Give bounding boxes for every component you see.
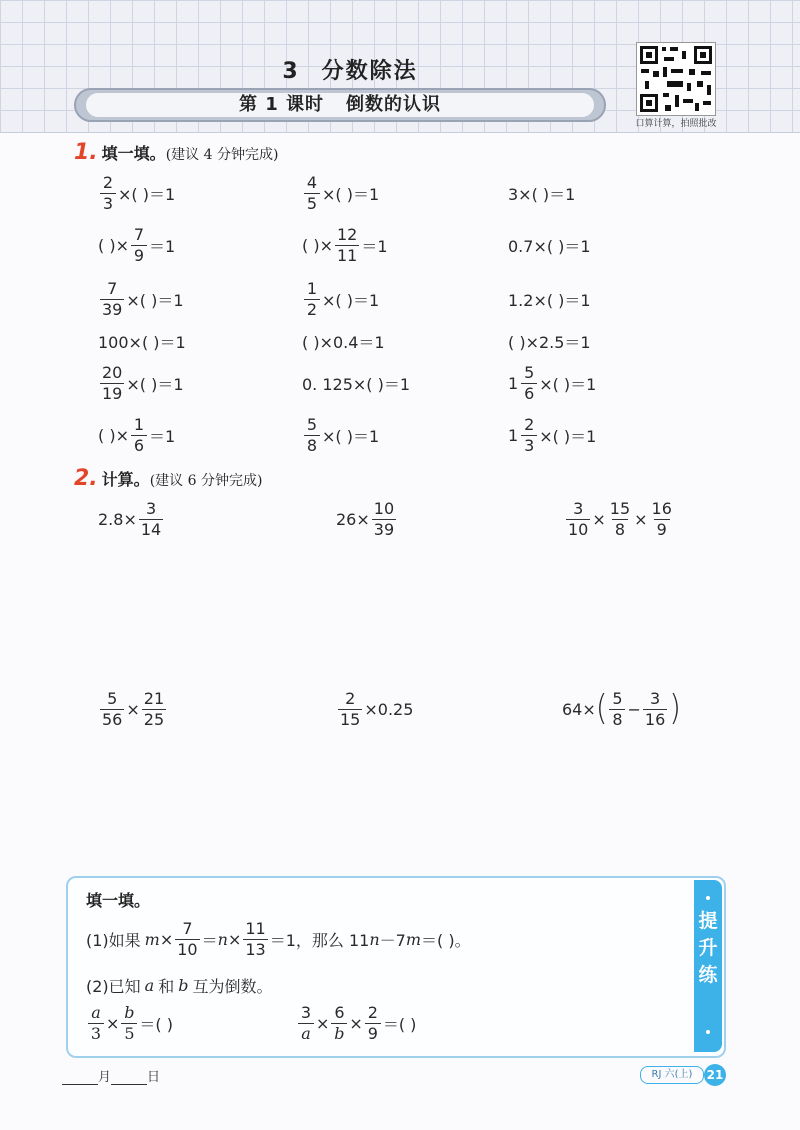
fraction: $\frac{2}{15}$: [340, 688, 361, 729]
fraction: $\frac{3}{14}$: [140, 498, 162, 539]
section-1-heading: [74, 140, 278, 165]
fill-item-r5c1[interactable]: $\frac{20}{19}$ ×( )＝1: [102, 362, 184, 403]
fraction: $\frac{12}{11}$: [336, 224, 358, 265]
fraction: $\frac{7}{9}$: [131, 227, 147, 264]
fill-item-r3c1[interactable]: $\frac{7}{39}$ ×( )＝1: [102, 278, 184, 319]
mixed-number: 1 $\frac{5}{6}$: [508, 365, 539, 402]
date-field[interactable]: 月 日: [62, 1066, 160, 1085]
calc-problem-6[interactable]: 64× ( $\frac{5}{8}$ − $\frac{3}{16}$ ): [562, 688, 681, 729]
calc-problem-4[interactable]: $\frac{5}{56}$ × $\frac{21}{25}$: [102, 688, 165, 729]
fill-item-r6c3[interactable]: 1 $\frac{2}{3}$ ×( )＝1: [508, 414, 597, 455]
extension-q2: (2)已知 a 和 b 互为倒数。: [86, 975, 273, 996]
qr-caption: 口算计算，拍照批改: [635, 119, 717, 129]
extension-q2-expr-2[interactable]: $\frac{3}{a}$ × $\frac{6}{b}$ × $\frac{2}{9}$ ＝( ): [296, 1000, 416, 1046]
fraction: $\frac{1}{2}$: [304, 281, 320, 318]
fraction: $\frac{5}{8}$: [609, 691, 625, 728]
fraction: $\frac{a}{3}$: [88, 1005, 104, 1042]
calc-problem-5[interactable]: $\frac{2}{15}$ ×0.25: [340, 688, 414, 729]
fraction: $\frac{2}{9}$: [365, 1005, 381, 1042]
section-2-heading: [74, 466, 262, 491]
fill-item-r3c2[interactable]: $\frac{1}{2}$ ×( )＝1: [302, 276, 379, 322]
fraction: $\frac{4}{5}$: [304, 175, 320, 212]
page-number: 21: [704, 1064, 726, 1086]
section-1-title: 填一填。: [101, 144, 166, 163]
fraction: $\frac{7}{10}$: [177, 918, 198, 959]
fraction: $\frac{3}{16}$: [644, 688, 666, 729]
calc-problem-2[interactable]: 26× $\frac{10}{39}$: [336, 498, 395, 539]
fraction: $\frac{5}{56}$: [102, 688, 123, 729]
fill-item-r5c3[interactable]: 1 $\frac{5}{6}$ ×( )＝1: [508, 362, 597, 403]
fill-item-r1c3[interactable]: 3×( )＝1: [508, 184, 576, 204]
chapter-name: 分数除法: [321, 59, 418, 84]
section-1-number: 1.: [74, 140, 98, 165]
fill-item-r4c1[interactable]: 100×( )＝1: [98, 332, 186, 352]
fill-item-r4c3[interactable]: ( )×2.5＝1: [508, 332, 591, 352]
section-2-title: 计算。: [101, 470, 150, 489]
fraction: $\frac{15}{8}$: [609, 498, 631, 539]
fill-item-r1c2[interactable]: $\frac{4}{5}$ ×( )＝1: [302, 170, 379, 216]
day-blank[interactable]: [111, 1072, 147, 1085]
fraction: $\frac{1}{6}$: [131, 417, 147, 454]
fraction: $\frac{11}{13}$: [245, 918, 266, 959]
fraction: $\frac{20}{19}$: [102, 362, 123, 403]
chapter-number: 3: [282, 59, 300, 84]
fraction: $\frac{10}{39}$: [373, 498, 395, 539]
extension-title: 填一填。: [86, 891, 151, 910]
fill-item-r6c1[interactable]: ( )× $\frac{1}{6}$ ＝1: [98, 414, 176, 455]
fraction: $\frac{3}{a}$: [298, 1005, 314, 1042]
fraction: $\frac{16}{9}$: [651, 498, 672, 539]
extension-tab: [694, 880, 722, 1052]
fill-item-r3c3[interactable]: 1.2×( )＝1: [508, 290, 591, 310]
mixed-number: 1 $\frac{2}{3}$: [508, 417, 539, 454]
qr-code-icon[interactable]: [636, 42, 716, 116]
extension-q2-expr-1[interactable]: $\frac{a}{3}$ × $\frac{b}{5}$ ＝( ): [86, 1000, 173, 1046]
fill-item-r2c1[interactable]: ( )× $\frac{7}{9}$ ＝1: [98, 224, 176, 265]
section-1-note: (建议 4 分钟完成): [165, 147, 279, 163]
fraction: $\frac{3}{10}$: [568, 498, 589, 539]
fraction: $\frac{2}{3}$: [100, 175, 116, 212]
fill-item-r4c2[interactable]: ( )×0.4＝1: [302, 332, 385, 352]
section-2-number: 2.: [74, 466, 98, 491]
calc-problem-1[interactable]: 2.8× $\frac{3}{14}$: [98, 498, 162, 539]
fraction: $\frac{5}{8}$: [304, 417, 320, 454]
section-2-note: (建议 6 分钟完成): [149, 473, 263, 489]
month-blank[interactable]: [62, 1072, 98, 1085]
calc-problem-3[interactable]: $\frac{3}{10}$ × $\frac{15}{8}$ × $\frac{16}{9}$: [568, 498, 672, 539]
fill-item-r2c2[interactable]: ( )× $\frac{12}{11}$ ＝1: [302, 224, 388, 265]
lesson-banner: [74, 88, 606, 122]
fraction: $\frac{21}{25}$: [143, 688, 165, 729]
fraction: $\frac{7}{39}$: [102, 278, 123, 319]
fraction: $\frac{b}{5}$: [121, 1005, 137, 1042]
fill-item-r6c2[interactable]: $\frac{5}{8}$ ×( )＝1: [302, 412, 379, 458]
fill-item-r2c3[interactable]: 0.7×( )＝1: [508, 236, 591, 256]
fill-item-r1c1[interactable]: $\frac{2}{3}$ ×( )＝1: [98, 170, 175, 216]
extension-q1[interactable]: (1)如果 m × $\frac{7}{10}$ ＝ n × $\frac{11}{13}$ ＝1，那么 11 n －7 m ＝( )。: [86, 918, 471, 959]
extension-tab-label: 提 升 练: [698, 910, 718, 986]
fill-item-r5c2[interactable]: 0. 125×( )＝1: [302, 374, 411, 394]
edition-tag: RJ 六(上): [640, 1066, 704, 1084]
chapter-title: [0, 54, 700, 85]
lesson-label: 第 1 课时: [238, 94, 325, 115]
fraction: $\frac{6}{b}$: [331, 1005, 347, 1042]
lesson-title: 倒数的认识: [346, 94, 442, 115]
